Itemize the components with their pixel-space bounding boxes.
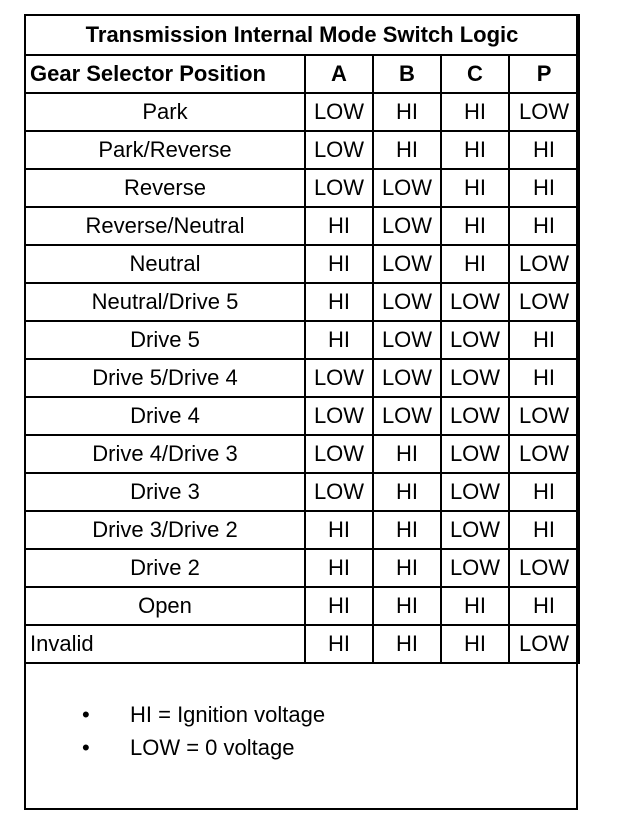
gear-position-cell: Neutral/Drive 5: [25, 283, 305, 321]
gear-position-cell: Drive 5: [25, 321, 305, 359]
signal-c-cell: LOW: [441, 435, 509, 473]
signal-p-cell: LOW: [509, 245, 579, 283]
signal-c-cell: HI: [441, 207, 509, 245]
note-text: LOW = 0 voltage: [130, 735, 295, 760]
table-row: [25, 511, 579, 549]
signal-b-cell: LOW: [373, 207, 441, 245]
signal-b-cell: HI: [373, 131, 441, 169]
signal-a-cell: HI: [305, 549, 373, 587]
signal-p-cell: LOW: [509, 397, 579, 435]
header-row: [25, 55, 579, 93]
gear-position-cell: Park: [25, 93, 305, 131]
gear-position-cell: Drive 4/Drive 3: [25, 435, 305, 473]
legend-notes: [24, 702, 578, 768]
signal-p-cell: HI: [509, 169, 579, 207]
title-row: [25, 15, 579, 55]
signal-b-cell: LOW: [373, 321, 441, 359]
table-row: [25, 321, 579, 359]
table-title: Transmission Internal Mode Switch Logic: [25, 15, 579, 55]
signal-b-cell: LOW: [373, 245, 441, 283]
column-header-a: A: [305, 55, 373, 93]
signal-b-cell: HI: [373, 511, 441, 549]
gear-position-cell: Open: [25, 587, 305, 625]
signal-a-cell: LOW: [305, 169, 373, 207]
signal-p-cell: HI: [509, 207, 579, 245]
note-item: [24, 702, 578, 735]
signal-a-cell: HI: [305, 587, 373, 625]
bullet-icon: •: [82, 735, 90, 760]
gear-position-cell: Drive 5/Drive 4: [25, 359, 305, 397]
signal-c-cell: LOW: [441, 473, 509, 511]
signal-a-cell: LOW: [305, 397, 373, 435]
signal-a-cell: HI: [305, 625, 373, 663]
signal-b-cell: HI: [373, 625, 441, 663]
gear-position-cell: Drive 2: [25, 549, 305, 587]
gear-position-cell: Drive 4: [25, 397, 305, 435]
signal-c-cell: LOW: [441, 549, 509, 587]
signal-p-cell: HI: [509, 473, 579, 511]
signal-c-cell: LOW: [441, 397, 509, 435]
signal-c-cell: HI: [441, 169, 509, 207]
signal-a-cell: HI: [305, 511, 373, 549]
table-row: [25, 625, 579, 663]
signal-c-cell: LOW: [441, 321, 509, 359]
signal-c-cell: HI: [441, 625, 509, 663]
signal-a-cell: LOW: [305, 359, 373, 397]
signal-b-cell: HI: [373, 587, 441, 625]
table-row: [25, 169, 579, 207]
signal-a-cell: LOW: [305, 435, 373, 473]
signal-c-cell: LOW: [441, 511, 509, 549]
gear-position-cell: Reverse/Neutral: [25, 207, 305, 245]
signal-c-cell: LOW: [441, 359, 509, 397]
gear-position-cell: Invalid: [25, 625, 305, 663]
signal-c-cell: HI: [441, 93, 509, 131]
signal-p-cell: LOW: [509, 549, 579, 587]
table-row: [25, 397, 579, 435]
signal-a-cell: HI: [305, 207, 373, 245]
signal-a-cell: LOW: [305, 473, 373, 511]
note-item: [24, 735, 578, 768]
column-header-position: Gear Selector Position: [25, 55, 305, 93]
mode-switch-logic-table: [24, 14, 580, 664]
signal-b-cell: LOW: [373, 283, 441, 321]
signal-b-cell: HI: [373, 549, 441, 587]
table-row: [25, 207, 579, 245]
bullet-icon: •: [82, 702, 90, 727]
table-row: [25, 359, 579, 397]
signal-b-cell: HI: [373, 435, 441, 473]
signal-a-cell: LOW: [305, 131, 373, 169]
signal-p-cell: LOW: [509, 93, 579, 131]
table-row: [25, 587, 579, 625]
table-row: [25, 549, 579, 587]
signal-a-cell: HI: [305, 321, 373, 359]
signal-p-cell: LOW: [509, 625, 579, 663]
signal-c-cell: LOW: [441, 283, 509, 321]
signal-a-cell: HI: [305, 245, 373, 283]
signal-c-cell: HI: [441, 131, 509, 169]
column-header-c: C: [441, 55, 509, 93]
table-row: [25, 93, 579, 131]
signal-p-cell: HI: [509, 321, 579, 359]
signal-p-cell: LOW: [509, 435, 579, 473]
column-header-p: P: [509, 55, 579, 93]
gear-position-cell: Neutral: [25, 245, 305, 283]
table-body: [25, 93, 579, 663]
table-row: [25, 131, 579, 169]
gear-position-cell: Drive 3: [25, 473, 305, 511]
table-row: [25, 283, 579, 321]
table-row: [25, 435, 579, 473]
table-row: [25, 245, 579, 283]
signal-b-cell: HI: [373, 93, 441, 131]
note-text: HI = Ignition voltage: [130, 702, 326, 727]
signal-p-cell: HI: [509, 131, 579, 169]
signal-a-cell: LOW: [305, 93, 373, 131]
signal-c-cell: HI: [441, 587, 509, 625]
signal-b-cell: LOW: [373, 169, 441, 207]
signal-c-cell: HI: [441, 245, 509, 283]
signal-p-cell: HI: [509, 359, 579, 397]
column-header-b: B: [373, 55, 441, 93]
gear-position-cell: Reverse: [25, 169, 305, 207]
gear-position-cell: Park/Reverse: [25, 131, 305, 169]
signal-p-cell: LOW: [509, 283, 579, 321]
table-row: [25, 473, 579, 511]
signal-a-cell: HI: [305, 283, 373, 321]
signal-b-cell: LOW: [373, 397, 441, 435]
signal-p-cell: HI: [509, 587, 579, 625]
signal-b-cell: LOW: [373, 359, 441, 397]
signal-p-cell: HI: [509, 511, 579, 549]
gear-position-cell: Drive 3/Drive 2: [25, 511, 305, 549]
signal-b-cell: HI: [373, 473, 441, 511]
